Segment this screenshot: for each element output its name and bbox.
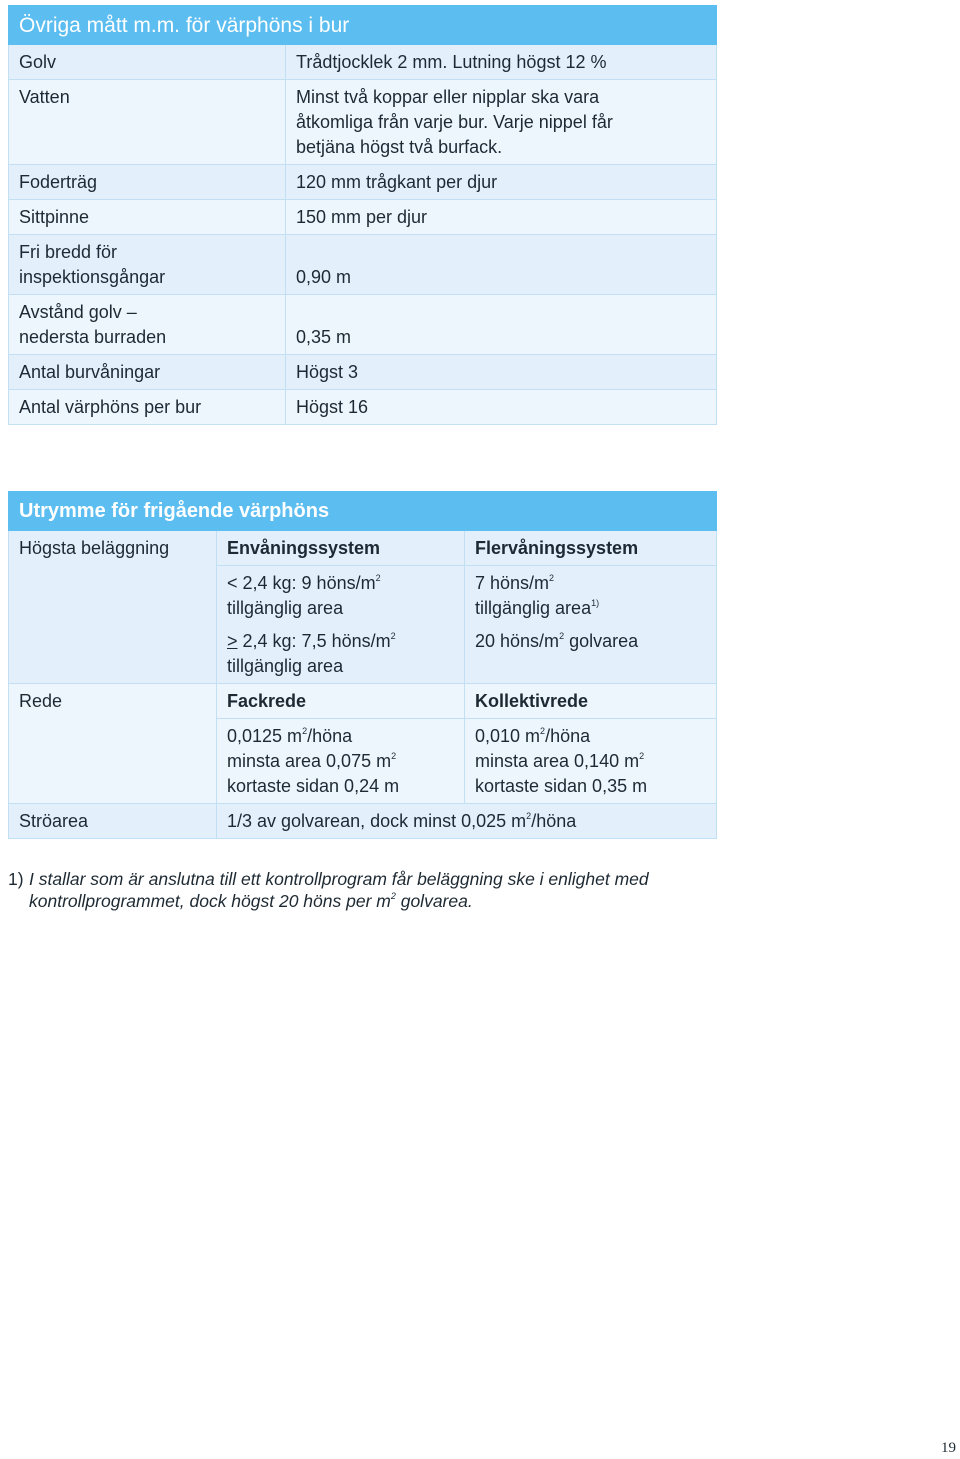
footnote	[8, 868, 708, 912]
row-value-sittpinne: 150 mm per djur	[286, 200, 717, 235]
row-label-sittpinne: Sittpinne	[9, 200, 286, 235]
envaning-a-line2: tillgänglig area	[227, 598, 344, 618]
cage-measurements-table	[8, 5, 717, 425]
superscript: 2	[540, 726, 546, 736]
row-label-burvaningar: Antal burvåningar	[9, 355, 286, 390]
row-label-vatten: Vatten	[9, 80, 286, 165]
envaning-values	[217, 566, 465, 684]
fackrede-min-area: minsta area 0,075 m	[227, 751, 392, 771]
kollektivrede-min-area: minsta area 0,140 m	[475, 751, 640, 771]
kollektivrede-area-per-hen: 0,010 m	[475, 726, 541, 746]
table-row	[9, 804, 717, 839]
per-hona-text: /höna	[307, 726, 353, 746]
table1-title: Övriga mått m.m. för värphöns i bur	[9, 6, 717, 45]
table-row	[9, 200, 717, 235]
flervaning-values	[465, 566, 717, 684]
superscript: 2	[391, 751, 397, 761]
envaning-a-text: < 2,4 kg: 9 höns/m	[227, 573, 376, 593]
envaning-header: Envåningssystem	[217, 531, 465, 566]
row-value-golv: Trådtjocklek 2 mm. Lutning högst 12 %	[286, 45, 717, 80]
footnote-number: 1)	[8, 869, 24, 889]
page-number: 19	[941, 1440, 956, 1456]
footnote-line-2-suffix: golvarea.	[395, 891, 473, 911]
table-row	[9, 390, 717, 425]
table-row	[9, 165, 717, 200]
per-hona-text: /höna	[531, 811, 577, 831]
row-value-vatten	[286, 80, 717, 165]
table-row	[9, 295, 717, 355]
free-range-space-table	[8, 491, 717, 839]
superscript: 2	[375, 573, 381, 583]
fri-bredd-label-line-2: inspektionsgångar	[19, 267, 166, 287]
table-row	[9, 531, 717, 566]
table-row	[9, 355, 717, 390]
row-value-fodertrag: 120 mm trågkant per djur	[286, 165, 717, 200]
kollektivrede-values	[465, 719, 717, 804]
row-label-avstand-golv	[9, 295, 286, 355]
footnote-reference: 1)	[591, 598, 600, 608]
row-label-varphons-per-bur: Antal värphöns per bur	[9, 390, 286, 425]
row-value-fri-bredd: 0,90 m	[286, 235, 717, 295]
row-label-fri-bredd	[9, 235, 286, 295]
kollektivrede-header: Kollektivrede	[465, 684, 717, 719]
flervaning-b-suffix: golvarea	[564, 631, 639, 651]
table-row	[9, 45, 717, 80]
avstand-label-line-2: nedersta burraden	[19, 327, 167, 347]
superscript: 2	[549, 573, 555, 583]
footnote-line-2	[29, 890, 708, 912]
flervaning-a-text: 7 höns/m	[475, 573, 550, 593]
superscript: 2	[559, 631, 565, 641]
table2-title: Utrymme för frigående värphöns	[9, 492, 717, 531]
row-value-burvaningar: Högst 3	[286, 355, 717, 390]
belaggning-label: Högsta beläggning	[9, 531, 217, 684]
greater-equal-symbol: >	[227, 631, 238, 651]
table-row	[9, 235, 717, 295]
table-row	[9, 80, 717, 165]
stroarea-label: Ströarea	[9, 804, 217, 839]
fri-bredd-label-line-1: Fri bredd för	[19, 242, 118, 262]
row-value-avstand-golv: 0,35 m	[286, 295, 717, 355]
footnote-line-2-text: kontrollprogrammet, dock högst 20 höns per m	[29, 891, 391, 911]
superscript: 2	[526, 811, 532, 821]
row-label-golv: Golv	[9, 45, 286, 80]
envaning-b-line2: tillgänglig area	[227, 656, 344, 676]
superscript: 2	[390, 631, 396, 641]
row-value-varphons-per-bur: Högst 16	[286, 390, 717, 425]
kollektivrede-shortest-side: kortaste sidan 0,35 m	[475, 776, 648, 796]
vatten-line-2: åtkomliga från varje bur. Varje nippel får	[296, 112, 613, 132]
superscript: 2	[390, 891, 396, 901]
row-label-fodertrag: Foderträg	[9, 165, 286, 200]
envaning-b-text: 2,4 kg: 7,5 höns/m	[237, 631, 391, 651]
superscript: 2	[302, 726, 308, 736]
vatten-line-3: betjäna högst två burfack.	[296, 137, 503, 157]
fackrede-header: Fackrede	[217, 684, 465, 719]
flervaning-b-text: 20 höns/m	[475, 631, 560, 651]
vatten-line-1: Minst två koppar eller nipplar ska vara	[296, 87, 600, 107]
flervaning-a-line2: tillgänglig area	[475, 598, 592, 618]
superscript: 2	[639, 751, 645, 761]
table-row	[9, 684, 717, 719]
rede-label: Rede	[9, 684, 217, 804]
fackrede-values	[217, 719, 465, 804]
stroarea-value	[217, 804, 717, 839]
fackrede-area-per-hen: 0,0125 m	[227, 726, 303, 746]
fackrede-shortest-side: kortaste sidan 0,24 m	[227, 776, 400, 796]
stroarea-text: 1/3 av golvarean, dock minst 0,025 m	[227, 811, 527, 831]
flervaning-header: Flervåningssystem	[465, 531, 717, 566]
per-hona-text: /höna	[545, 726, 591, 746]
footnote-line-1: I stallar som är anslutna till ett kontrollprogram får beläggning ske i enlighet med	[29, 869, 649, 889]
avstand-label-line-1: Avstånd golv –	[19, 302, 137, 322]
